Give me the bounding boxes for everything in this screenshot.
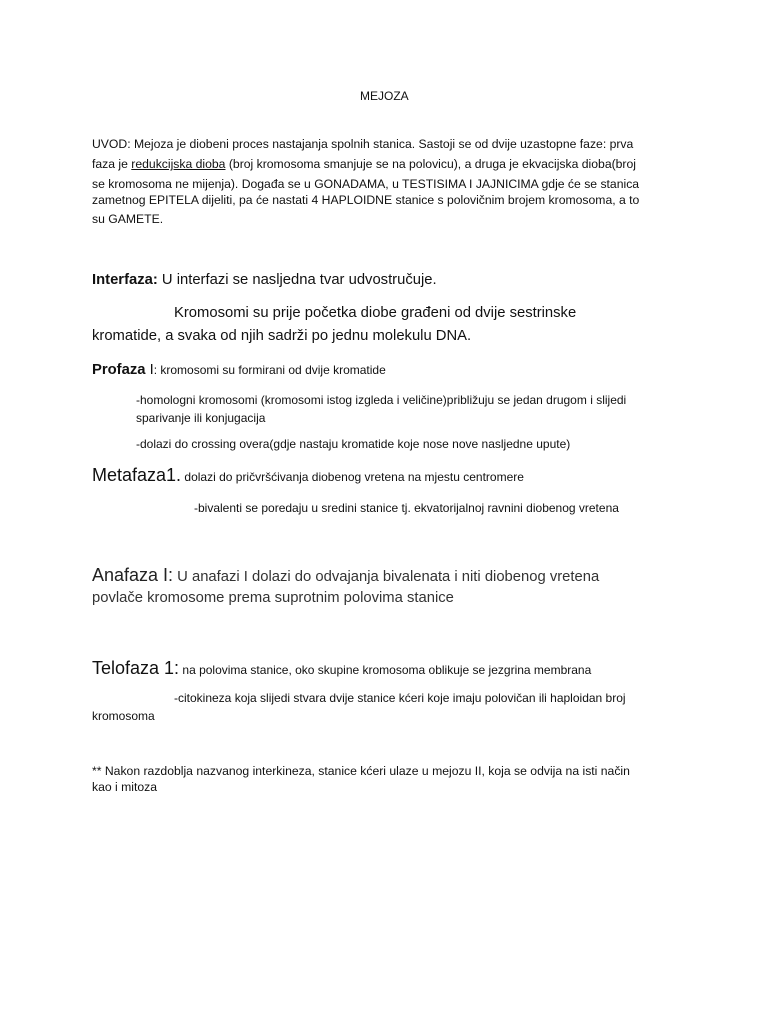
document-title: MEJOZA — [360, 89, 409, 103]
metafaza-line-2: -bivalenti se poredaju u sredini stanice tj. ekvatorijalnoj ravnini diobenog vretena — [194, 501, 619, 515]
interfaza-line-3: kromatide, a svaka od njih sadrži po jednu molekulu DNA. — [92, 328, 472, 344]
intro-line-2 — [92, 158, 636, 170]
intro-line-5: su GAMETE. — [92, 212, 164, 226]
profaza-text: : kromosomi su formirani od dvije kromatide — [153, 363, 386, 377]
intro-underlined-term: redukcijska dioba — [131, 157, 226, 171]
profaza-heading: Profaza — [92, 362, 150, 378]
interfaza-text: U interfazi se nasljedna tvar udvostručuje. — [157, 272, 437, 288]
anafaza-heading: Anafaza I: — [92, 565, 174, 585]
profaza-numeral: I — [149, 362, 154, 378]
metafaza-heading: Metafaza1. — [92, 465, 182, 485]
anafaza-text: U anafazi I dolazi do odvajanja bivalenata i niti diobenog vretena — [173, 569, 600, 585]
note-line-1: ** Nakon razdoblja nazvanog interkineza, stanice kćeri ulaze u mejozu II, koja se odvija na isti način — [92, 764, 630, 778]
telofaza-line-3: kromosoma — [92, 709, 155, 723]
intro-line-2-end: (broj kromosoma smanjuje se na polovicu), a druga je ekvacijska dioba(broj — [225, 157, 636, 171]
profaza-line-2: sparivanje ili konjugacija — [136, 411, 266, 425]
intro-line-1: UVOD: Mejoza je diobeni proces nastajanja spolnih stanica. Sastoji se od dvije uzastopne faze: prva — [92, 137, 634, 151]
telofaza-line-2: -citokineza koja slijedi stvara dvije stanice kćeri koje imaju polovičan ili haploidan broj — [174, 691, 626, 705]
anafaza-heading-line — [92, 566, 599, 585]
profaza-line-1: -homologni kromosomi (kromosomi istog izgleda i veličine)približuju se jedan drugom i slijedi — [136, 393, 627, 407]
profaza-line-3: -dolazi do crossing overa(gdje nastaju kromatide koje nose nove nasljedne upute) — [136, 437, 571, 451]
interfaza-heading-line — [92, 273, 437, 288]
anafaza-line-2: povlače kromosome prema suprotnim polovima stanice — [92, 590, 454, 606]
intro-line-3: se kromosoma ne mijenja). Događa se u GONADAMA, u TESTISIMA I JAJNICIMA gdje će se stanica — [92, 177, 640, 191]
telofaza-heading: Telofaza 1: — [92, 658, 180, 678]
metafaza-text: dolazi do pričvršćivanja diobenog vretena na mjestu centromere — [181, 470, 524, 484]
telofaza-heading-line — [92, 659, 591, 677]
interfaza-heading: Interfaza: — [92, 272, 158, 288]
note-line-2: kao i mitoza — [92, 780, 158, 794]
intro-line-4: zametnog EPITELA dijeliti, pa će nastati 4 HAPLOIDNE stanice s polovičnim brojem kromosoma, a to — [92, 193, 640, 207]
interfaza-line-2: Kromosomi su prije početka diobe građeni od dvije sestrinske — [174, 305, 577, 321]
metafaza-heading-line — [92, 466, 524, 484]
profaza-heading-line — [92, 363, 386, 378]
intro-line-2-start: faza je — [92, 157, 132, 171]
telofaza-text: na polovima stanice, oko skupine kromosoma oblikuje se jezgrina membrana — [179, 663, 592, 677]
